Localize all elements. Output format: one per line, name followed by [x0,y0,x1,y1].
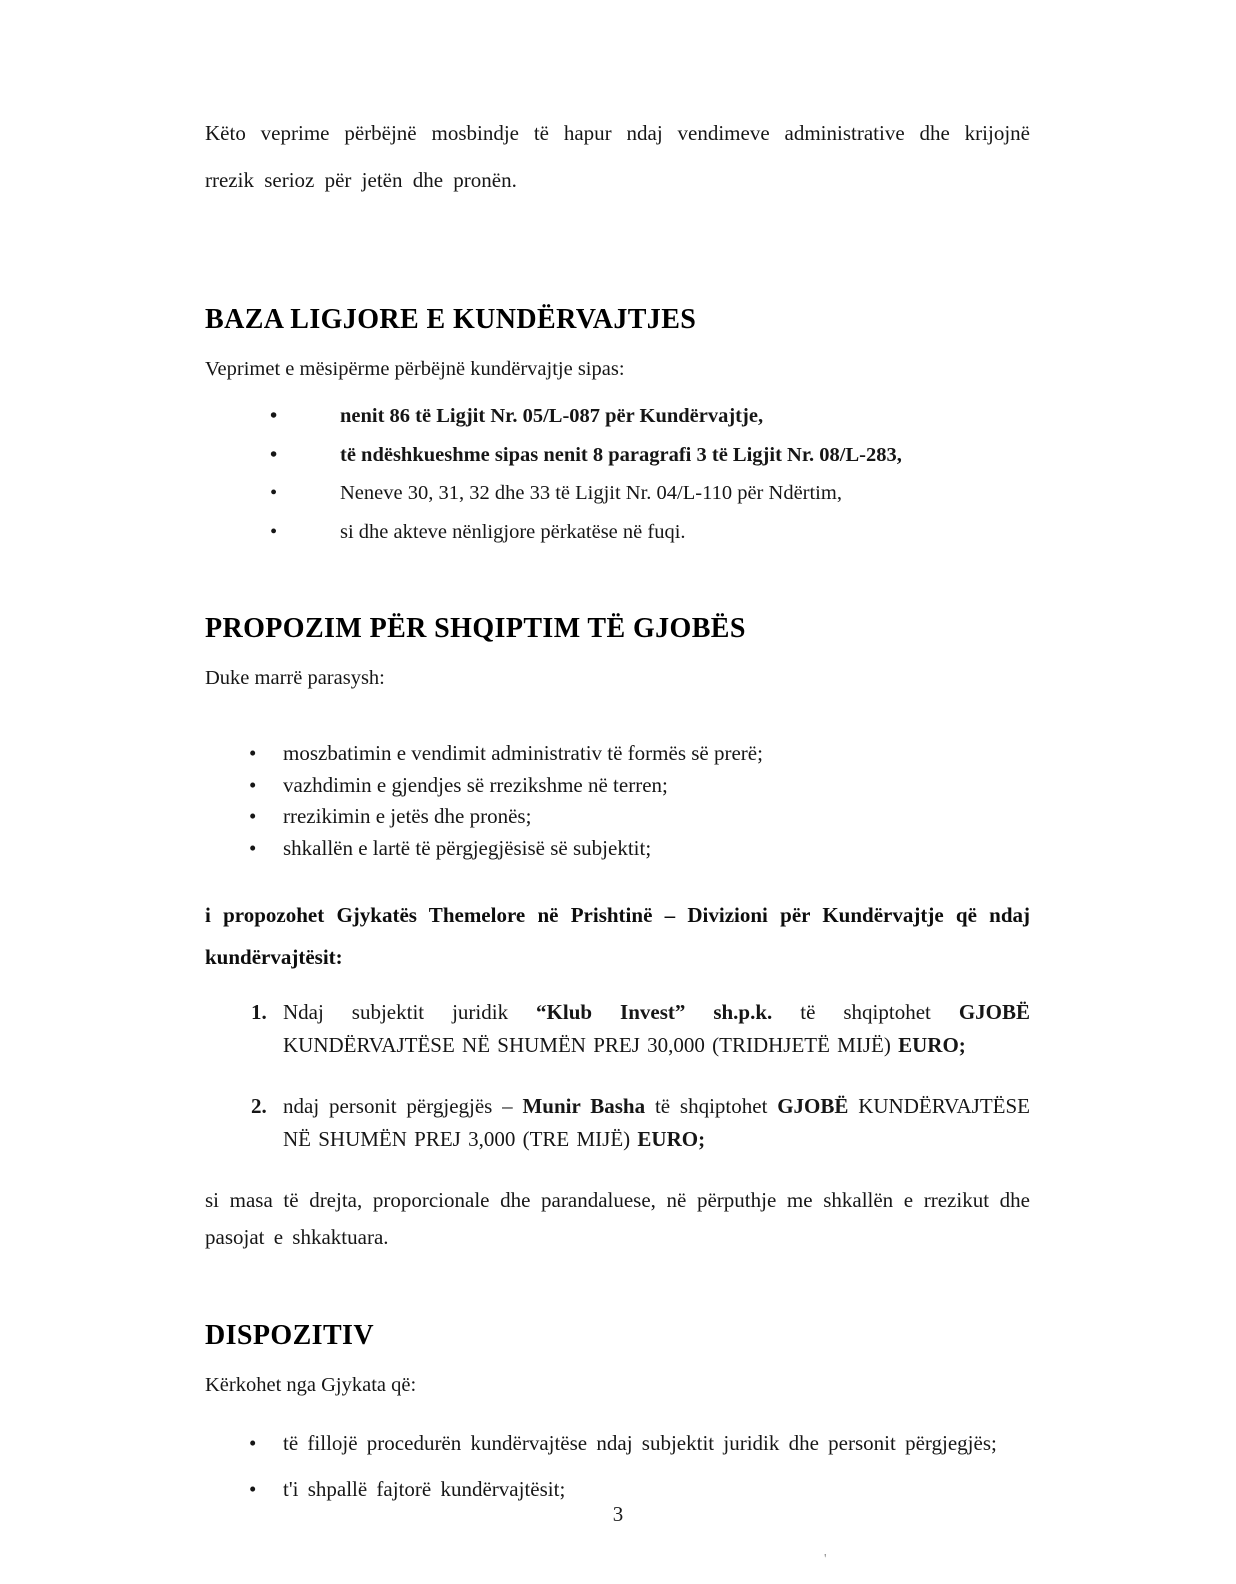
consideration-item [205,770,1030,802]
consideration-item [205,833,1030,865]
consideration-text: moszbatimin e vendimit administrativ të formës së prerë; [283,741,763,765]
decision-text [283,1000,1030,1057]
request-text: t'i shpallë fajtorë kundërvajtësit; [283,1477,566,1501]
legal-basis-item [205,397,1030,436]
bullet-icon: • [270,482,278,504]
consideration-item [205,738,1030,770]
bullet-icon: • [270,520,278,543]
bullet-icon: • [249,804,257,828]
document-content [205,0,1030,1511]
legal-basis-item [205,436,1030,475]
bullet-icon: • [249,1431,257,1455]
decision-text [283,1094,1030,1151]
intro-paragraph: Këto veprime përbëjnë mosbindje të hapur ndaj vendimeve administrative dhe krijojnë rrezik serioz për jetën dhe pronën. [205,121,1030,192]
legal-basis-lead: Veprimet e mësipërme përbëjnë kundërvajtje sipas: [205,358,625,380]
consideration-text: rrezikimin e jetës dhe pronës; [283,804,532,828]
bullet-icon: • [249,741,257,765]
decision-run: ndaj personit përgjegjës – [283,1094,523,1118]
decision-run-fine: GJOBË [777,1094,849,1118]
decision-number: 1. [251,1000,267,1024]
decision-item [205,996,1030,1062]
legal-basis-item [205,513,1030,552]
legal-basis-item-text: nenit 86 të Ligjit Nr. 05/L-087 për Kundërvajtje, [340,405,764,427]
request-list [205,1421,1030,1511]
decision-run: të shqiptohet [772,1000,959,1024]
decision-run: të shqiptohet [645,1094,778,1118]
decision-run-subject: “Klub Invest” sh.p.k. [536,1000,773,1024]
considerations-list [205,738,1030,864]
bullet-icon: • [249,1477,257,1501]
court-proposal-paragraph: i propozohet Gjykatës Themelore në Prishtinë – Divizioni për Kundërvajtje që ndaj kundërvajtësit: [205,903,1030,969]
dispozitiv-lead: Kërkohet nga Gjykata që: [205,1374,417,1396]
bullet-icon: • [270,443,278,466]
dispozitiv-heading: DISPOZITIV [205,1320,374,1351]
page-number: 3 [612,1502,624,1526]
closing-paragraph: si masa të drejta, proporcionale dhe parandaluese, në përputhje me shkallën e rrezikut dhe pasojat e shkaktuara. [205,1188,1030,1249]
scan-artifact-mark: ' [824,1552,827,1567]
decision-run: Ndaj subjektit juridik [283,1000,537,1024]
decision-run-amount: KUNDËRVAJTËSE NË SHUMËN PREJ 30,000 (TRIDHJETË MIJË) [283,1033,899,1057]
proposal-heading: PROPOZIM PËR SHQIPTIM TË GJOBËS [205,613,746,644]
decision-list [205,996,1030,1156]
legal-basis-item-text: të ndëshkueshme sipas nenit 8 paragrafi 3 të Ligjit Nr. 08/L-283, [340,443,902,466]
decision-run-amount: KUNDËRVAJTËSE NË SHUMËN PREJ 3,000 (TRE MIJË) [283,1094,1030,1151]
bullet-icon: • [249,772,257,797]
decision-run-currency: EURO; [637,1127,706,1151]
request-text: të fillojë procedurën kundërvajtëse ndaj subjektit juridik dhe personit përgjegjës; [283,1431,997,1455]
legal-basis-item-text: Neneve 30, 31, 32 dhe 33 të Ligjit Nr. 04/L-110 për Ndërtim, [340,482,842,504]
decision-run-currency: EURO; [898,1033,966,1057]
bullet-icon: • [249,835,257,860]
legal-basis-list [205,397,1030,551]
proposal-lead: Duke marrë parasysh: [205,667,385,689]
legal-basis-heading: BAZA LIGJORE E KUNDËRVAJTJES [205,304,697,335]
legal-basis-item [205,474,1030,513]
legal-basis-item-text: si dhe akteve nënligjore përkatëse në fuqi. [340,520,686,543]
decision-run-person: Munir Basha [522,1094,646,1118]
decision-number: 2. [251,1094,267,1118]
consideration-text: vazhdimin e gjendjes së rrezikshme në terren; [283,772,668,797]
decision-item [205,1090,1030,1156]
consideration-text: shkallën e lartë të përgjegjësisë së subjektit; [283,835,652,860]
decision-run-fine: GJOBË [958,1000,1030,1024]
request-item [205,1421,1030,1465]
bullet-icon: • [270,405,278,427]
consideration-item [205,801,1030,833]
